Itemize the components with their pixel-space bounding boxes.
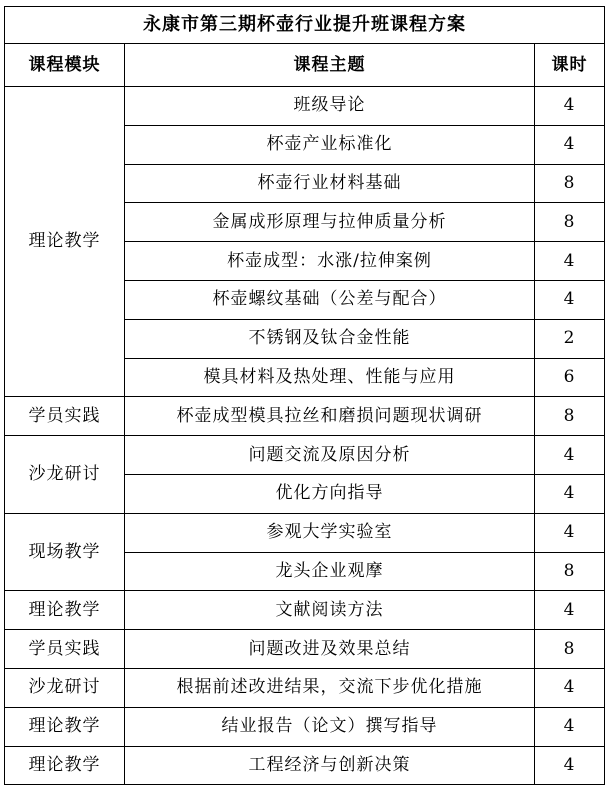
hours-cell: 4 bbox=[535, 591, 605, 630]
topic-cell: 金属成形原理与拉伸质量分析 bbox=[125, 203, 535, 242]
topic-cell: 问题改进及效果总结 bbox=[125, 630, 535, 669]
hours-cell: 8 bbox=[535, 397, 605, 436]
module-cell: 学员实践 bbox=[5, 397, 125, 436]
hours-cell: 8 bbox=[535, 203, 605, 242]
module-cell: 现场教学 bbox=[5, 513, 125, 591]
table-row bbox=[5, 87, 605, 126]
header-hours: 课时 bbox=[535, 44, 605, 87]
module-cell: 理论教学 bbox=[5, 707, 125, 746]
topic-cell: 杯壶螺纹基础（公差与配合） bbox=[125, 280, 535, 319]
table-row bbox=[5, 668, 605, 707]
hours-cell: 4 bbox=[535, 513, 605, 552]
topic-cell: 根据前述改进结果，交流下步优化措施 bbox=[125, 668, 535, 707]
table-body bbox=[5, 87, 605, 785]
hours-cell: 4 bbox=[535, 474, 605, 513]
module-cell: 沙龙研讨 bbox=[5, 668, 125, 707]
topic-cell: 模具材料及热处理、性能与应用 bbox=[125, 358, 535, 397]
module-cell: 沙龙研讨 bbox=[5, 436, 125, 514]
topic-cell: 参观大学实验室 bbox=[125, 513, 535, 552]
topic-cell: 文献阅读方法 bbox=[125, 591, 535, 630]
topic-cell: 问题交流及原因分析 bbox=[125, 436, 535, 475]
hours-cell: 2 bbox=[535, 319, 605, 358]
hours-cell: 4 bbox=[535, 87, 605, 126]
topic-cell: 结业报告（论文）撰写指导 bbox=[125, 707, 535, 746]
header-topic: 课程主题 bbox=[125, 44, 535, 87]
hours-cell: 4 bbox=[535, 242, 605, 281]
topic-cell: 杯壶成型模具拉丝和磨损问题现状调研 bbox=[125, 397, 535, 436]
topic-cell: 工程经济与创新决策 bbox=[125, 746, 535, 785]
table-title: 永康市第三期杯壶行业提升班课程方案 bbox=[5, 7, 605, 44]
module-cell: 理论教学 bbox=[5, 746, 125, 785]
module-cell: 学员实践 bbox=[5, 630, 125, 669]
module-cell: 理论教学 bbox=[5, 87, 125, 397]
topic-cell: 杯壶行业材料基础 bbox=[125, 164, 535, 203]
topic-cell: 优化方向指导 bbox=[125, 474, 535, 513]
table-row bbox=[5, 436, 605, 475]
hours-cell: 4 bbox=[535, 125, 605, 164]
topic-cell: 龙头企业观摩 bbox=[125, 552, 535, 591]
course-plan-table bbox=[4, 6, 605, 785]
table-row bbox=[5, 630, 605, 669]
hours-cell: 6 bbox=[535, 358, 605, 397]
table-row bbox=[5, 591, 605, 630]
header-module: 课程模块 bbox=[5, 44, 125, 87]
module-cell: 理论教学 bbox=[5, 591, 125, 630]
hours-cell: 8 bbox=[535, 630, 605, 669]
hours-cell: 8 bbox=[535, 552, 605, 591]
hours-cell: 4 bbox=[535, 436, 605, 475]
topic-cell: 杯壶产业标准化 bbox=[125, 125, 535, 164]
hours-cell: 4 bbox=[535, 668, 605, 707]
table-row bbox=[5, 746, 605, 785]
hours-cell: 8 bbox=[535, 164, 605, 203]
hours-cell: 4 bbox=[535, 280, 605, 319]
topic-cell: 不锈钢及钛合金性能 bbox=[125, 319, 535, 358]
topic-cell: 班级导论 bbox=[125, 87, 535, 126]
table-row bbox=[5, 707, 605, 746]
hours-cell: 4 bbox=[535, 746, 605, 785]
table-row bbox=[5, 397, 605, 436]
topic-cell: 杯壶成型：水涨/拉伸案例 bbox=[125, 242, 535, 281]
table-row bbox=[5, 513, 605, 552]
hours-cell: 4 bbox=[535, 707, 605, 746]
